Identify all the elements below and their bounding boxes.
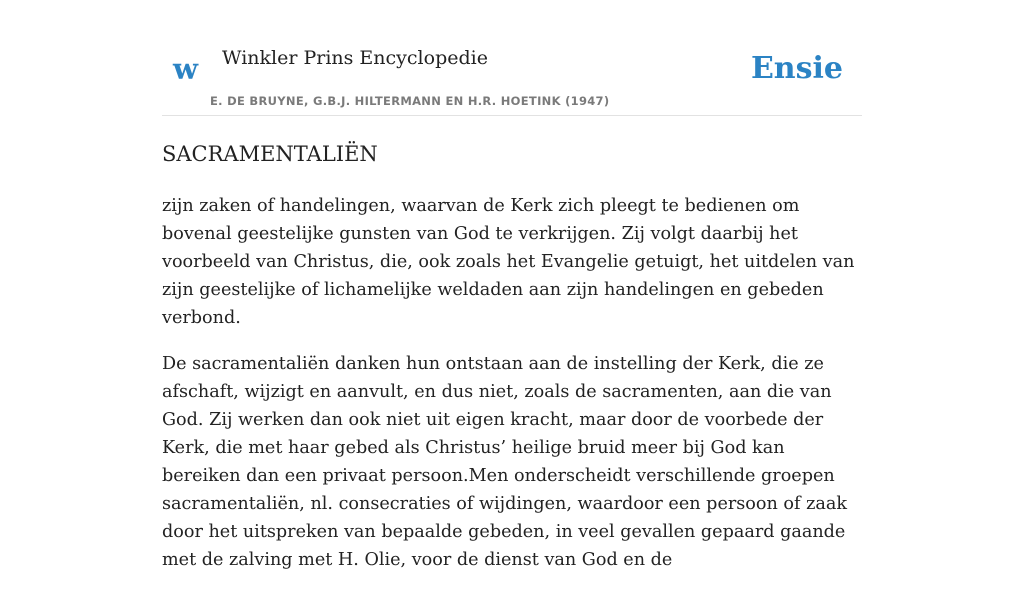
ensie-logo[interactable]: Ensie [750, 51, 843, 86]
source-authors: E. DE BRUYNE, G.B.J. HILTERMANN EN H.R. HOETINK (1947) [210, 94, 610, 108]
article [162, 138, 862, 592]
article-paragraph: zijn zaken of handelingen, waarvan de Kerk zich pleegt te bedienen om bovenal geestelijke gunsten van God te verkrijgen. Zij volgt daarbij het voorbeeld van Christus, die, ook zoals het Evangelie getuigt, het uitdelen van zijn geestelijke of lichamelijke weldaden aan zijn handelingen en gebeden verbond. [162, 196, 855, 328]
site-header [162, 0, 862, 116]
source-title: Winkler Prins Encyclopedie [222, 47, 488, 69]
article-title: SACRAMENTALIËN [162, 142, 378, 166]
article-body [162, 192, 862, 574]
winkler-prins-logo[interactable]: w [173, 52, 198, 86]
article-paragraph: De sacramentaliën danken hun ontstaan aan de instelling der Kerk, die ze afschaft, wijzigt en aanvult, en dus niet, zoals de sacramenten, aan die van God. Zij werken dan ook niet uit eigen kracht, maar door de voorbede der Kerk, die met haar gebed als Christus’ heilige bruid meer bij God kan bereiken dan een privaat persoon.Men onderscheidt verschillende groepen sacramentaliën, nl. consecraties of wijdingen, waardoor een persoon of zaak door het uitspreken van bepaalde gebeden, in veel gevallen gepaard gaande met de zalving met H. Olie, voor de dienst van God en de [162, 354, 848, 570]
